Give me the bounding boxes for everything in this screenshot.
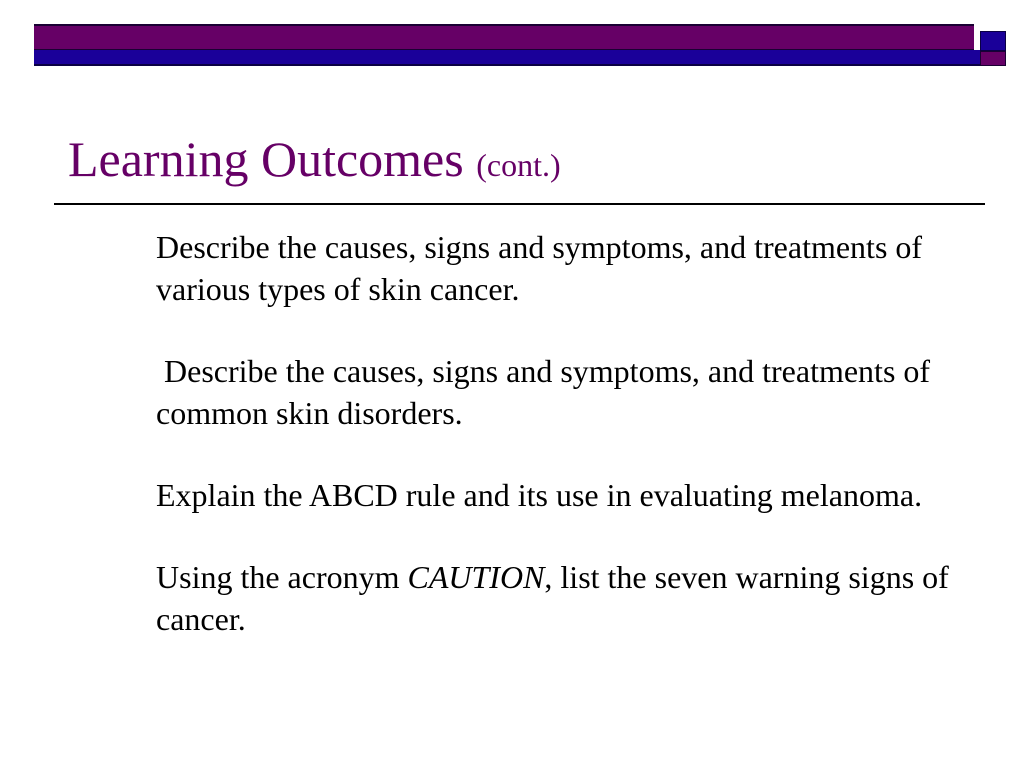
corner-square-purple — [980, 51, 1006, 66]
corner-square-blue — [980, 31, 1006, 51]
outcome-item: Describe the causes, signs and symptoms, and treatments of various types of skin cancer. — [156, 229, 931, 307]
outcome-item: Describe the causes, signs and symptoms, and treatments of common skin disorders. — [156, 353, 939, 431]
header-bar-purple — [34, 24, 974, 50]
outcome-item: Explain the ABCD rule and its use in evaluating melanoma. — [156, 477, 923, 513]
header-bar-blue — [34, 50, 980, 66]
outcome-emphasis-caution: CAUTION — [407, 559, 545, 595]
outcomes-list — [156, 226, 956, 680]
title-divider — [54, 203, 985, 205]
slide-title-main: Learning Outcomes — [68, 131, 464, 187]
slide-title — [68, 128, 561, 196]
slide-title-suffix: (cont.) — [476, 147, 561, 183]
outcome-text-after: , list the seven warning signs of cancer. — [156, 559, 957, 637]
outcome-text-before: Using the acronym — [156, 559, 408, 595]
outcome-item — [156, 556, 956, 640]
